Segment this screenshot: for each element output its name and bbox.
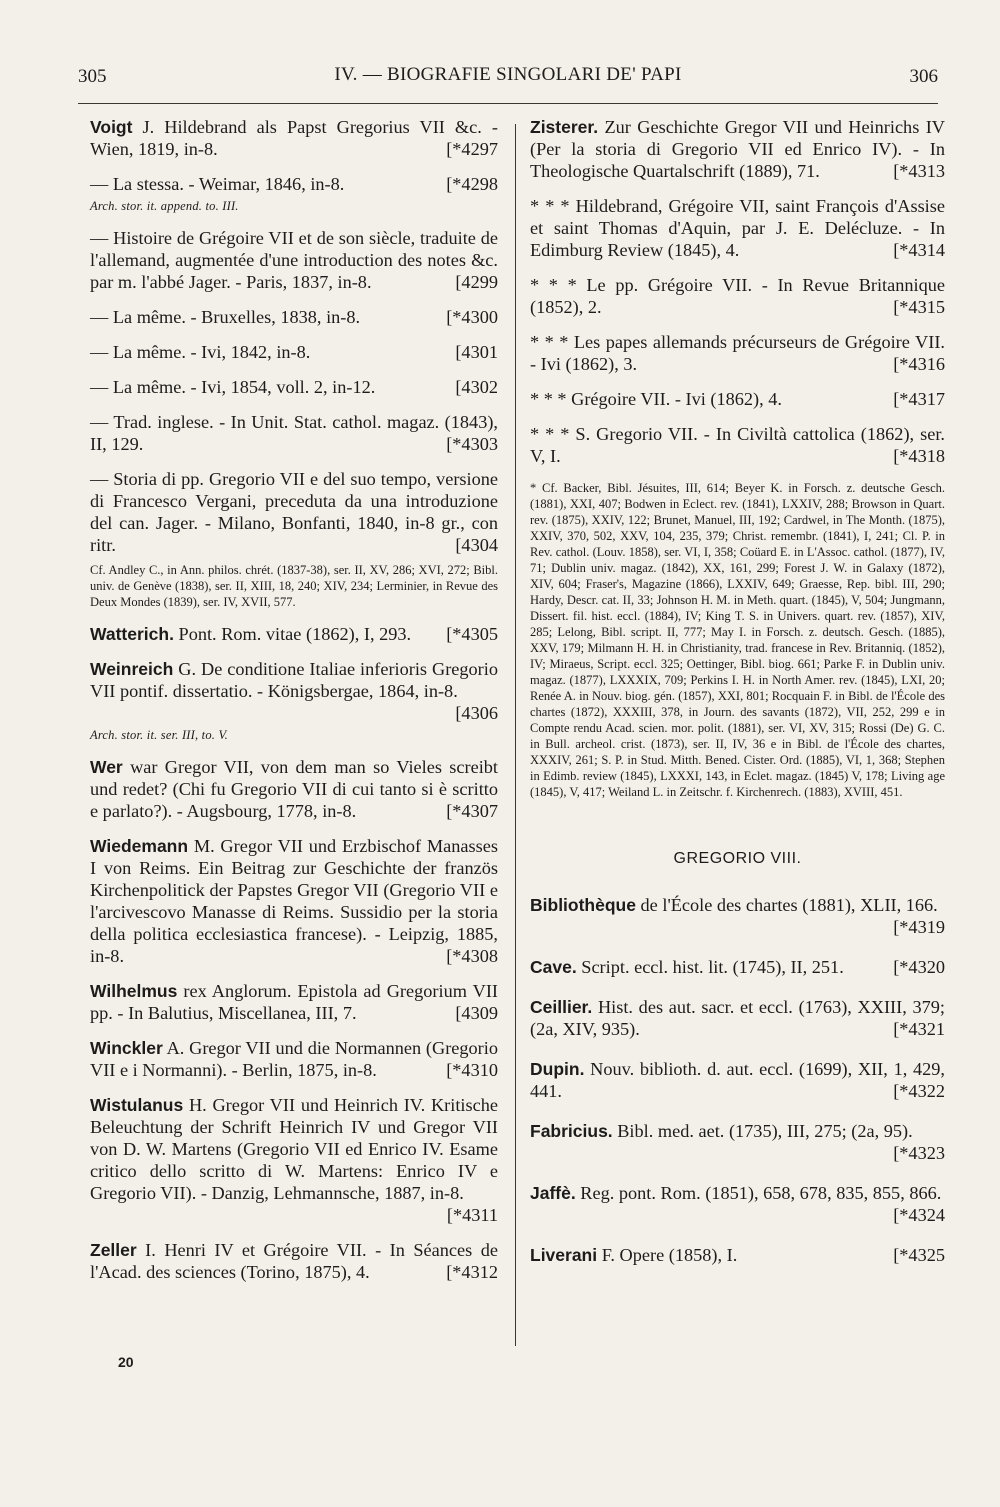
page-header — [78, 62, 938, 92]
entry-ref: [*4312 — [446, 1262, 498, 1282]
page-number-right: 306 — [909, 66, 938, 87]
entry-ref: [*4325 — [893, 1245, 945, 1265]
entry-ref: [*4321 — [893, 1019, 945, 1039]
bib-entry: Jaffè. Reg. pont. Rom. (1851), 658, 678, 835, 855, 866. [*4324 — [530, 1183, 945, 1225]
entry-ref: [*4305 — [446, 624, 498, 644]
entry-ref: [4301 — [455, 342, 498, 362]
footnote: * Cf. Backer, Bibl. Jésuites, III, 614; Beyer K. in Forsch. z. deutsche Gesch. (1881), XXI, 407; Bodwen in Eclect. rev. (1841), LXXIV, 288; Browson in Quart. rev. (1875), XXIV, 122; Brunet, Manuel, III, 192; Cardwel, in The Month. (1875), XXIV, 370, 502, XXV, 104, 235, 379; Christ. remembr. (1841), I, 241; Cl. P. in Rev. cathol. (Louv. 1858), ser. VI, I, 358; Coüard E. in L'Assoc. cathol. (1877), IV, 71; Dublin univ. magaz. (1842), XX, 161, 299; Forest J. W. in Galaxy (1872), XIV, 604; Fraser's, Magazine (1866), LXXIV, 649; Graesse, Rep. bibl. III, 290; Hardy, Descr. cat. II, 33; Johnson H. M. in Meth. quart. (1845), V, 504; Jungmann, Dissert. fil. hist. eccl. (1884), IV; King T. S. in Univers. quart. rev. (1857), XIV, 285; Lelong, Bibl. script. II, 777; May I. in Forsch. z. deutsch. Gesch. (1885), XXV, 179; Milmann H. H. in Christianity, trad. francese in Rev. Britanniq. (1852), IV; Miraeus, Script. eccl. 325; Oettinger, Bibl. biog. 661; Parke F. in Dublin univ. magaz. (1877), LXXXIX, 709; Perkins I. H. in North Amer. rev. (1845), LXI, 20; Renée A. in Nouv. biog. gén. (1857), XXI, 801; Rocquain F. in Bibl. de l'École des chartes (1872), XXXIII, 378, in Journ. des savants (1872), VII, 252, 299 e in Compte rendu Acad. scien. mor. polit. (1881), ser. VI, XV, 315; Rossi (De) G. C. in Bull. archeol. crist. (1873), ser. II, IV, 36 e in Bibl. de l'École des chartes, XXXIV, 261; S. P. in Stud. Mitth. Bened. Cister. Ord. (1885), VI, 1, 368; Stephen in Edimb. review (1845), LXXXI, 143, in Eclet. magaz. (1845) V, 178; Living age (1845), V, 417; Weiland L. in Zeitschr. f. Kirchenrech. (1883), XVIII, 451. — [530, 481, 945, 799]
bib-entry: * * * S. Gregorio VII. - In Civiltà cattolica (1862), ser. V, I. [*4318 — [530, 424, 945, 466]
bib-entry: Cave. Script. eccl. hist. lit. (1745), II, 251. [*4320 — [530, 957, 945, 977]
bib-entry: — Trad. inglese. - In Unit. Stat. cathol. magaz. (1843), II, 129. [*4303 — [90, 412, 498, 454]
bib-entry: Ceillier. Hist. des aut. sacr. et eccl. (1763), XXIII, 379; (2a, XIV, 935). [*4321 — [530, 997, 945, 1039]
bib-entry: Watterich. Pont. Rom. vitae (1862), I, 293. [*4305 — [90, 624, 498, 644]
entry-ref: [*4297 — [446, 139, 498, 159]
column-divider — [515, 124, 516, 1346]
entry-ref: [*4324 — [893, 1205, 945, 1225]
bib-entry: — La même. - Bruxelles, 1838, in-8. [*4300 — [90, 307, 498, 327]
bib-entry: * * * Le pp. Grégoire VII. - In Revue Britannique (1852), 2. [*4315 — [530, 275, 945, 317]
bib-entry: Liverani F. Opere (1858), I. [*4325 — [530, 1245, 945, 1265]
entry-ref: [*4300 — [446, 307, 498, 327]
bib-entry: Zeller I. Henri IV et Grégoire VII. - In Séances de l'Acad. des sciences (Torino, 1875), 4. [*4312 — [90, 1240, 498, 1282]
entry-ref: [*4316 — [893, 354, 945, 374]
header-rule — [78, 103, 938, 104]
bib-entry: Fabricius. Bibl. med. aet. (1735), III, 275; (2a, 95). [*4323 — [530, 1121, 945, 1163]
entry-ref: [*4320 — [893, 957, 945, 977]
entry-source: Arch. stor. it. append. to. III. — [90, 199, 239, 213]
entry-ref: [*4315 — [893, 297, 945, 317]
section-title: GREGORIO VIII. — [673, 850, 802, 867]
right-column — [530, 116, 945, 1284]
bib-entry: Winckler A. Gregor VII und die Normannen (Gregorio VII e i Normanni). - Berlin, 1875, in-8. [*4310 — [90, 1038, 498, 1080]
bib-entry: Wistulanus H. Gregor VII und Heinrich IV. Kritische Beleuchtung der Schrift Heinrich IV und Gregor VII von D. W. Martens (Gregorio VII ed Enrico IV. Esame critico dello scritto di W. Martens: Enrico IV e Gregorio VII). - Danzig, Lehmannsche, 1887, in-8. [*4311 — [90, 1095, 498, 1225]
bib-entry: Wer war Gregor VII, von dem man so Vieles screibt und redet? (Chi fu Gregorio VII di cui tanto si è scritto e parlato?). - Augsbourg, 1778, in-8. [*4307 — [90, 757, 498, 821]
bib-entry: Weinreich G. De conditione Italiae inferioris Gregorio VII pontif. dissertatio. - Königsbergae, 1864, in-8. [4306 Arch. stor. it. ser. III, to. V. — [90, 659, 498, 742]
entry-source: Arch. stor. it. ser. III, to. V. — [90, 728, 228, 742]
bib-entry: Wiedemann M. Gregor VII und Erzbischof Manasses I von Reims. Ein Beitrag zur Geschichte der französ Kirchenpolitick der Papstes Gregor VII (Gregorio VII e l'arcivescovo Manasse di Reims. Sussidio per la storia della politica ecclesiastica francese). - Leipzig, 1885, in-8. [*4308 — [90, 836, 498, 966]
bib-entry: — La même. - Ivi, 1854, voll. 2, in-12. [4302 — [90, 377, 498, 397]
entry-ref: [4299 — [455, 272, 498, 292]
entry-ref: [*4314 — [893, 240, 945, 260]
entry-ref: [*4313 — [893, 161, 945, 181]
bib-entry: Voigt J. Hildebrand als Papst Gregorius VII &c. - Wien, 1819, in-8. [*4297 — [90, 117, 498, 159]
entry-ref: [4306 — [455, 703, 498, 723]
entry-ref: [*4323 — [893, 1143, 945, 1163]
running-title: IV. — BIOGRAFIE SINGOLARI DE' PAPI — [334, 64, 682, 85]
entry-ref: [4304 — [455, 535, 498, 555]
bib-entry: Wilhelmus rex Anglorum. Epistola ad Gregorium VII pp. - In Balutius, Miscellanea, III, 7. [4309 — [90, 981, 498, 1023]
entry-ref: [*4318 — [893, 446, 945, 466]
bib-entry: — La même. - Ivi, 1842, in-8. [4301 — [90, 342, 498, 362]
entry-ref: [*4298 — [446, 174, 498, 194]
bib-entry: * * * Hildebrand, Grégoire VII, saint François d'Assise et saint Thomas d'Aquin, par J. E. Delécluze. - In Edimburg Review (1845), 4. [*4314 — [530, 196, 945, 260]
entry-ref: [*4319 — [893, 917, 945, 937]
bib-entry: — La stessa. - Weimar, 1846, in-8. [*4298 Arch. stor. it. append. to. III. — [90, 174, 498, 213]
entry-citations: Cf. Andley C., in Ann. philos. chrét. (1837-38), ser. II, XV, 286; XVI, 272; Bibl. univ. de Genève (1838), ser. II, XIII, 18, 240; XIV, 234; Lerminier, in Revue des Deux Mondes (1839), ser. IV, XVII, 577. — [90, 563, 498, 609]
entry-ref: [*4311 — [446, 1205, 498, 1225]
page-number-left: 305 — [78, 66, 107, 87]
bib-entry: Bibliothèque de l'École des chartes (1881), XLII, 166. [*4319 — [530, 895, 945, 937]
entry-ref: [*4303 — [446, 434, 498, 454]
entry-ref: [*4310 — [446, 1060, 498, 1080]
signature-mark: 20 — [118, 1354, 134, 1370]
entry-ref: [4309 — [455, 1003, 498, 1023]
left-column — [90, 116, 498, 1296]
bib-entry: Zisterer. Zur Geschichte Gregor VII und Heinrichs IV (Per la storia di Gregorio VII ed Enrico IV). - In Theologische Quartalschrift (1889), 71. [*4313 — [530, 117, 945, 181]
entry-ref: [*4308 — [446, 946, 498, 966]
entry-ref: [*4322 — [893, 1081, 945, 1101]
bib-entry: — Storia di pp. Gregorio VII e del suo tempo, versione di Francesco Vergani, preceduta da una introduzione del can. Jager. - Milano, Bonfanti, 1840, in-8 gr., con ritr. [4304 Cf. Andley C., in Ann. philos. chrét. (1837-38), ser. II, XV, 286; XVI, 272; Bibl. univ. de Genève (1838), ser. II, XIII, 18, 240; XIV, 234; Lerminier, in Revue des Deux Mondes (1839), ser. IV, XVII, 577. — [90, 469, 498, 609]
entry-ref: [*4317 — [893, 389, 945, 409]
bib-entry: * * * Les papes allemands précurseurs de Grégoire VII. - Ivi (1862), 3. [*4316 — [530, 332, 945, 374]
bib-entry: * * * Grégoire VII. - Ivi (1862), 4. [*4317 — [530, 389, 945, 409]
entry-ref: [*4307 — [446, 801, 498, 821]
bib-entry: Dupin. Nouv. biblioth. d. aut. eccl. (1699), XII, 1, 429, 441. [*4322 — [530, 1059, 945, 1101]
bib-entry: — Histoire de Grégoire VII et de son siècle, traduite de l'allemand, augmentée d'une introduction des notes &c. par m. l'abbé Jager. - Paris, 1837, in-8. [4299 — [90, 228, 498, 292]
entry-ref: [4302 — [455, 377, 498, 397]
